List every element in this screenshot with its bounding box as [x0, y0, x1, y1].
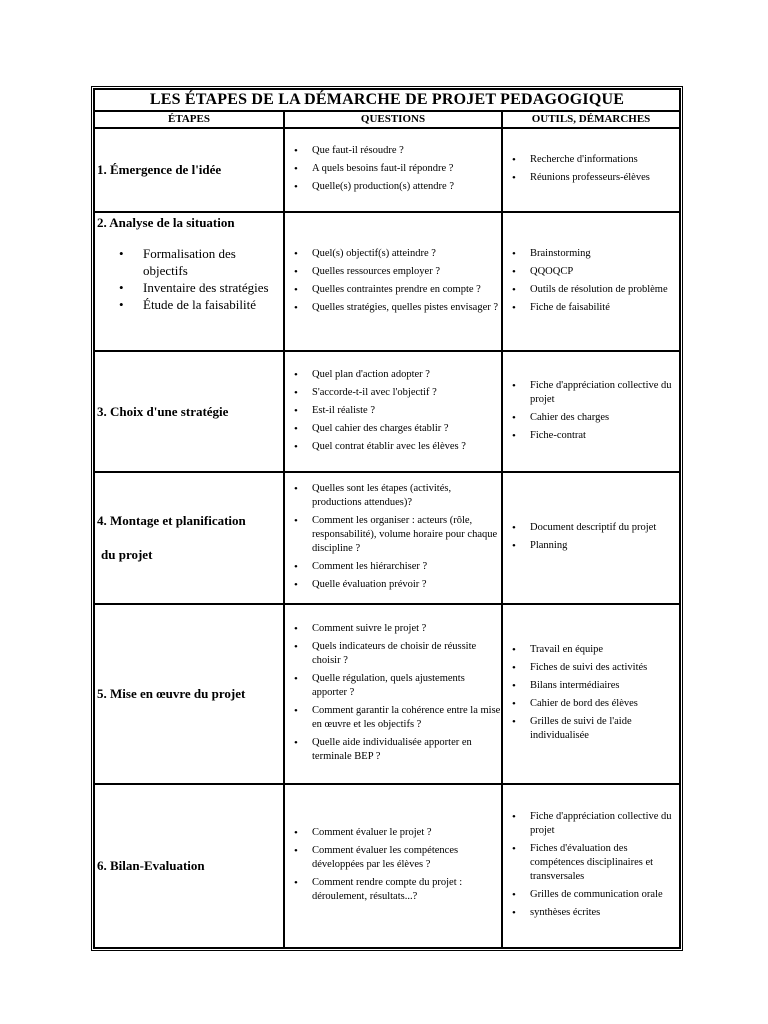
- outil-item: • Recherche d'informations: [503, 153, 679, 167]
- stage-sub-item: • Étude de la faisabilité: [97, 296, 283, 313]
- stage-cell: [94, 604, 284, 784]
- question-item: • Quelle(s) production(s) attendre ?: [285, 180, 501, 194]
- outil-item: • Grilles de communication orale: [503, 888, 679, 902]
- question-item: • A quels besoins faut-il répondre ?: [285, 162, 501, 176]
- question-item: • Quel cahier des charges établir ?: [285, 422, 501, 436]
- questions-cell: [284, 604, 502, 784]
- outil-item: • Fiches d'évaluation des compétences disciplinaires et transversales: [503, 842, 679, 884]
- outils-cell: [502, 472, 680, 604]
- outils-cell: [502, 128, 680, 212]
- stage-sub-item: • Inventaire des stratégies: [97, 279, 283, 296]
- outil-item: • Planning: [503, 539, 679, 553]
- stage-sub-item: • Formalisation des objectifs: [97, 245, 283, 279]
- outil-item: • Réunions professeurs-élèves: [503, 171, 679, 185]
- question-item: • Quelles stratégies, quelles pistes envisager ?: [285, 301, 501, 315]
- table-row: [94, 212, 680, 351]
- outil-item: • Cahier des charges: [503, 411, 679, 425]
- outil-item: • QQOQCP: [503, 265, 679, 279]
- question-item: • Quelle régulation, quels ajustements apporter ?: [285, 672, 501, 700]
- outil-item: • Travail en équipe: [503, 643, 679, 657]
- question-item: • S'accorde-t-il avec l'objectif ?: [285, 386, 501, 400]
- question-item: • Quel(s) objectif(s) atteindre ?: [285, 247, 501, 261]
- table-row: [94, 351, 680, 472]
- outils-cell: [502, 784, 680, 948]
- stage-label: 6. Bilan-Evaluation: [97, 858, 205, 873]
- questions-cell: [284, 212, 502, 351]
- outils-cell: [502, 351, 680, 472]
- questions-cell: [284, 784, 502, 948]
- table-row: [94, 604, 680, 784]
- stage-label: 4. Montage et planification: [97, 513, 246, 528]
- question-item: • Quels indicateurs de choisir de réussite choisir ?: [285, 640, 501, 668]
- stage-label: 2. Analyse de la situation: [97, 215, 235, 230]
- questions-cell: [284, 128, 502, 212]
- header-questions: QUESTIONS: [284, 111, 502, 128]
- question-item: • Comment évaluer le projet ?: [285, 826, 501, 840]
- outil-item: • synthèses écrites: [503, 906, 679, 920]
- stage-sub-list: [97, 245, 283, 313]
- question-item: • Quelles sont les étapes (activités, productions attendues)?: [285, 482, 501, 510]
- outil-item: • Fiche d'appréciation collective du projet: [503, 810, 679, 838]
- question-item: • Comment les organiser : acteurs (rôle, responsabilité), volume horaire pour chaque discipline ?: [285, 514, 501, 556]
- stage-label: 1. Émergence de l'idée: [97, 162, 222, 177]
- question-item: • Quelle évaluation prévoir ?: [285, 578, 501, 592]
- outil-item: • Fiches de suivi des activités: [503, 661, 679, 675]
- outil-item: • Fiche-contrat: [503, 429, 679, 443]
- table-title: LES ÉTAPES DE LA DÉMARCHE DE PROJET PEDAGOGIQUE: [94, 89, 680, 111]
- header-outils: OUTILS, DÉMARCHES: [502, 111, 680, 128]
- questions-cell: [284, 472, 502, 604]
- project-steps-table: [91, 86, 683, 951]
- stage-cell: [94, 128, 284, 212]
- stage-cell: [94, 351, 284, 472]
- outil-item: • Bilans intermédiaires: [503, 679, 679, 693]
- questions-cell: [284, 351, 502, 472]
- question-item: • Comment évaluer les compétences développées par les élèves ?: [285, 844, 501, 872]
- outils-cell: [502, 604, 680, 784]
- header-etapes: ÉTAPES: [94, 111, 284, 128]
- question-item: • Quel plan d'action adopter ?: [285, 368, 501, 382]
- outil-item: • Cahier de bord des élèves: [503, 697, 679, 711]
- question-item: • Que faut-il résoudre ?: [285, 144, 501, 158]
- question-item: • Comment les hiérarchiser ?: [285, 560, 501, 574]
- outil-item: • Fiche d'appréciation collective du projet: [503, 379, 679, 407]
- stage-label-continued: du projet: [101, 547, 153, 562]
- outil-item: • Grilles de suivi de l'aide individualisée: [503, 715, 679, 743]
- question-item: • Quelles contraintes prendre en compte ?: [285, 283, 501, 297]
- stage-label: 5. Mise en œuvre du projet: [97, 686, 246, 701]
- question-item: • Comment garantir la cohérence entre la mise en œuvre et les objectifs ?: [285, 704, 501, 732]
- table-row: [94, 128, 680, 212]
- question-item: • Quel contrat établir avec les élèves ?: [285, 440, 501, 454]
- outil-item: • Outils de résolution de problème: [503, 283, 679, 297]
- table-row: [94, 472, 680, 604]
- stage-label: 3. Choix d'une stratégie: [97, 403, 229, 419]
- stage-cell: [94, 784, 284, 948]
- outils-cell: [502, 212, 680, 351]
- outil-item: • Brainstorming: [503, 247, 679, 261]
- outil-item: • Document descriptif du projet: [503, 521, 679, 535]
- stage-cell: [94, 212, 284, 351]
- question-item: • Quelle aide individualisée apporter en terminale BEP ?: [285, 736, 501, 764]
- table-row: [94, 784, 680, 948]
- question-item: • Est-il réaliste ?: [285, 404, 501, 418]
- stage-cell: [94, 472, 284, 604]
- question-item: • Quelles ressources employer ?: [285, 265, 501, 279]
- question-item: • Comment rendre compte du projet : déroulement, résultats...?: [285, 876, 501, 904]
- outil-item: • Fiche de faisabilité: [503, 301, 679, 315]
- question-item: • Comment suivre le projet ?: [285, 622, 501, 636]
